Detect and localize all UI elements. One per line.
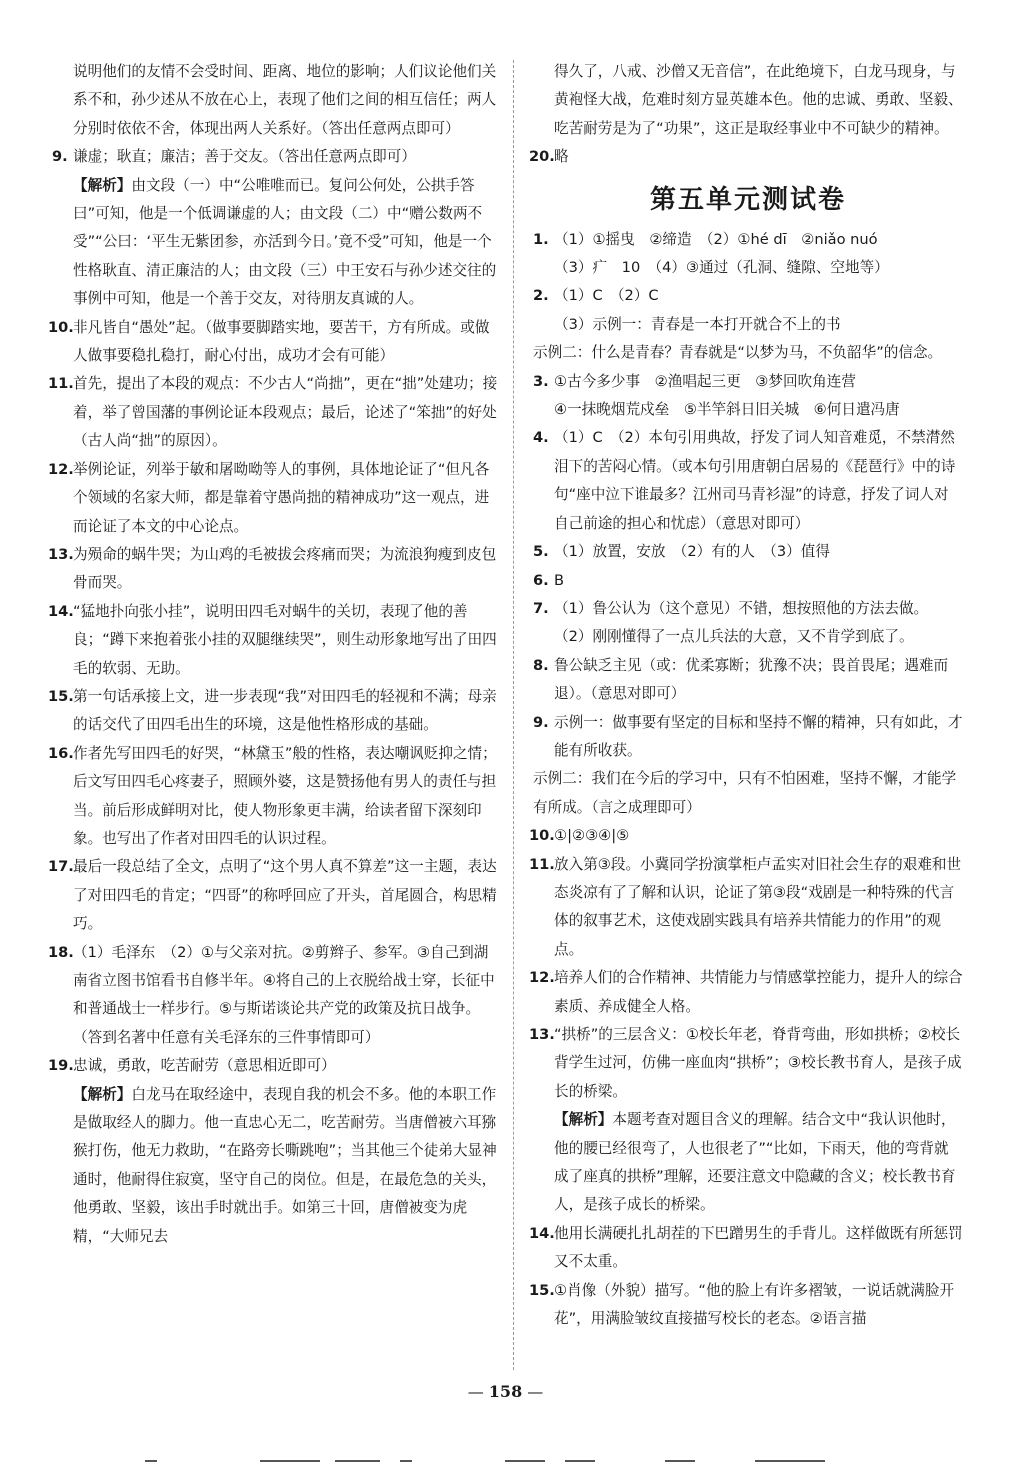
- question-number: 8.: [533, 656, 549, 674]
- answer-text: “拱桥”的三层含义：①校长年老，脊背弯曲，形如拱桥；②校长背学生过河，仿佛一座血肉“拱桥”；③校长教书育人，是孩子成长的桥梁。: [554, 1026, 962, 1100]
- answer-item-r9b: [533, 765, 963, 822]
- question-number: 9.: [52, 148, 68, 166]
- answer-text: ①肖像（外貌）描写。“他的脸上有许多褶皱，一说话就满脸开花”，用满脸皱纹直接描写校长的老态。②语言描: [554, 1281, 955, 1328]
- analysis-tag: 【解析】: [554, 1111, 613, 1129]
- question-number: 14.: [529, 1224, 555, 1242]
- answer-text: （1）C （2）本句引用典故，抒发了词人知音难觅，不禁潸然泪下的苦闷心情。（或本句引用唐朝白居易的《琵琶行》中的诗句“座中泣下谁最多？江州司马青衫湿”的诗意，抒发了词人对自己前途的担心和忧虑）（意思对即可）: [554, 429, 956, 532]
- question-number: 15.: [48, 687, 74, 705]
- answer-text: 由文段（一）中“公唯唯而已。复问公何处，公拱手答曰”可知，他是一个低调谦虚的人；由文段（二）中“赠公数两不受”“公曰：‘平生无紫团参，亦活到今日。’竟不受”可知，他是一个性格耿直、清正廉洁的人；由文段（三）中王安石与孙少述交往的事例中可知，他是一个善于交友，对待朋友真诚的人。: [73, 176, 497, 308]
- question-number: 13.: [48, 545, 74, 563]
- answer-item-q12: [48, 456, 500, 541]
- answer-item-r2c: [533, 339, 963, 367]
- answer-item-q16: [48, 740, 500, 854]
- question-number: 10.: [529, 827, 555, 845]
- answer-text: 说明他们的友情不会受时间、距离、地位的影响；人们议论他们关系不和，孙少述从不放在心上，表现了他们之间的相互信任；两人分别时依依不舍，体现出两人关系好。（答出任意两点即可）: [73, 63, 497, 137]
- question-number: 7.: [533, 599, 549, 617]
- answer-item-r8: [533, 652, 963, 709]
- answer-text: （1）毛泽东 （2）①与父亲对抗。②剪辫子、参军。③自己到湖南省立图书馆看书自修半年。④将自己的上衣脱给战士穿，长征中和普通战士一样步行。⑤与斯诺谈论共产党的政策及抗日战争。（答到名著中任意有关毛泽东的三件事情即可）: [73, 943, 495, 1046]
- answer-item-r14: [529, 1220, 963, 1277]
- answer-item-q9: [52, 143, 500, 171]
- page-number-value: 158: [488, 1382, 523, 1401]
- answer-text: 示例二：什么是青春？青春就是“以梦为马，不负韶华”的信念。: [533, 344, 943, 362]
- question-number: 1.: [533, 230, 549, 248]
- question-number: 16.: [48, 744, 74, 762]
- right-column: [529, 58, 963, 1333]
- question-number: 9.: [533, 713, 549, 731]
- answer-text: 示例二：我们在今后的学习中，只有不怕困难，坚持不懈，才能学有所成。（言之成理即可）: [533, 770, 957, 816]
- question-number: 11.: [48, 375, 74, 393]
- answer-item-r5: [533, 538, 963, 566]
- question-number: 11.: [529, 855, 555, 873]
- answer-item-q15: [48, 683, 500, 740]
- question-number: 17.: [48, 858, 74, 876]
- answer-text: （1）放置，安放 （2）有的人 （3）值得: [554, 543, 830, 561]
- answer-item-q11: [48, 370, 500, 455]
- answer-item-r6: [533, 567, 963, 595]
- answer-item-cont-8: [52, 58, 500, 143]
- question-number: 5.: [533, 543, 549, 561]
- answer-item-q18: [48, 939, 500, 1053]
- answer-text: 作者先写田四毛的好哭，“林黛玉”般的性格，表达嘲讽贬抑之情；后文写田四毛心疼妻子，照顾外婆，这是赞扬他有男人的责任与担当。前后形成鲜明对比，使人物形象更丰满，给读者留下深刻印象。也写出了作者对田四毛的认识过程。: [73, 744, 497, 847]
- answer-text: （1）①摇曳 ②缔造 （2）①hé dī ②niǎo nuó: [554, 230, 878, 248]
- question-number: 14.: [48, 602, 74, 620]
- question-number: 12.: [529, 969, 555, 987]
- answer-text: 非凡皆自“愚处”起。（做事要脚踏实地，要苦干，方有所成。或做人做事要稳扎稳打，耐心付出，成功才会有可能）: [73, 318, 490, 365]
- footer-scan-marks: [145, 1460, 905, 1464]
- question-number: 20.: [529, 148, 555, 166]
- answer-item-q10: [48, 314, 500, 371]
- question-number: 12.: [48, 460, 74, 478]
- answer-text: 他用长满硬扎扎胡茬的下巴蹭男生的手背儿。这样做既有所惩罚又不太重。: [554, 1224, 963, 1271]
- question-number: 18.: [48, 943, 74, 961]
- answer-item-r1b: [533, 254, 963, 282]
- answer-item-r7b: [533, 623, 963, 651]
- answer-item-q14: [48, 598, 500, 683]
- answer-text: 为殒命的蜗牛哭；为山鸡的毛被拔会疼痛而哭；为流浪狗瘦到皮包骨而哭。: [73, 545, 497, 592]
- answer-item-q9-jx: [52, 172, 500, 314]
- answer-text: 放入第③段。小冀同学扮演掌柜卢孟实对旧社会生存的艰难和世态炎凉有了了解和认识，论证了第③段“戏剧是一种特殊的代言体的叙事艺术，这使戏剧实践具有培养共情能力的作用”的观点。: [554, 855, 962, 958]
- answer-text: “猛地扑向张小挂”，说明田四毛对蜗牛的关切，表现了他的善良；“蹲下来抱着张小挂的双腿继续哭”，则生动形象地写出了田四毛的软弱、无助。: [73, 602, 497, 677]
- answer-text: 鲁公缺乏主见（或：优柔寡断；犹豫不决；畏首畏尾；遇难而退）。（意思对即可）: [554, 656, 949, 703]
- answer-text: （2）刚刚懂得了一点儿兵法的大意，又不肯学到底了。: [554, 628, 914, 646]
- question-number: 13.: [529, 1026, 555, 1043]
- answer-item-r15: [529, 1277, 963, 1334]
- answer-text: ①|②③④|⑤: [554, 827, 630, 845]
- answer-item-q19-cont: [533, 58, 963, 143]
- answer-text: 最后一段总结了全文，点明了“这个男人真不算差”这一主题，表达了对田四毛的肯定；“四哥”的称呼回应了开头，首尾圆合，构思精巧。: [73, 858, 497, 933]
- answer-text: 培养人们的合作精神、共情能力与情感掌控能力，提升人的综合素质、养成健全人格。: [554, 969, 963, 1015]
- left-column: [48, 58, 500, 1251]
- answer-item-r13-jx: [533, 1106, 963, 1220]
- answer-text: 本题考查对题目含义的理解。结合文中“我认识他时，他的腰已经很弯了，人也很老了”“比如，下雨天，他的弯背就成了座真的拱桥”理解，还要注意文中隐藏的含义；校长教书育人，是孩子成长的桥梁。: [554, 1111, 956, 1214]
- answer-text: 白龙马在取经途中，表现自我的机会不多。他的本职工作是做取经人的脚力。他一直忠心无二，吃苦耐劳。当唐僧被六耳猕猴打伤，他无力救助，“在路旁长嘶跳咆”；当其他三个徒弟大显神通时，他耐得住寂寞，坚守自己的岗位。但是，在最危急的关头，他勇敢、坚毅，该出手时就出手。如第三十回，唐僧被变为虎精，“大师兄去: [73, 1085, 497, 1245]
- answer-item-q19-jx: [52, 1081, 500, 1251]
- answer-text: ①古今多少事 ②渔唱起三更 ③梦回吹角连营: [554, 372, 856, 390]
- answer-text: 忠诚，勇敢，吃苦耐劳（意思相近即可）: [73, 1057, 336, 1075]
- answer-item-r3: [533, 368, 963, 396]
- answer-text: （3）疒 10 （4）③通过（孔洞、缝隙、空地等）: [554, 259, 889, 277]
- answer-item-r12: [529, 964, 963, 1021]
- answer-item-r9: [533, 709, 963, 766]
- answer-text: 首先，提出了本段的观点：不少古人“尚拙”，更在“拙”处建功；接着，举了曾国藩的事例论证本段观点；最后，论述了“笨拙”的好处（古人尚“拙”的原因）。: [73, 375, 498, 450]
- question-number: 6.: [533, 571, 549, 589]
- answer-item-r11: [529, 851, 963, 965]
- answer-text: 示例一：做事要有坚定的目标和坚持不懈的精神，只有如此，才能有所收获。: [554, 713, 963, 759]
- question-number: 15.: [529, 1281, 555, 1299]
- answer-text: （3）示例一：青春是一本打开就合不上的书: [554, 315, 841, 333]
- right-column-top: [529, 58, 963, 172]
- answer-text: 得久了，八戒、沙僧又无音信”，在此绝境下，白龙马现身，与黄袍怪大战，危难时刻方显英雄本色。他的忠诚、勇敢、坚毅、吃苦耐劳是为了“功果”，这正是取经事业中不可缺少的精神。: [554, 63, 963, 137]
- answer-item-r3b: [533, 396, 963, 424]
- column-divider: [513, 60, 514, 1370]
- answer-text: 举例论证，列举于敏和屠呦呦等人的事例，具体地论证了“但凡各个领域的名家大师，都是靠着守愚尚拙的精神成功”这一观点，进而论证了本文的中心论点。: [73, 460, 490, 535]
- answer-item-r4: [533, 424, 963, 538]
- question-number: 10.: [48, 318, 74, 336]
- answer-text: ④一抹晚烟荒戍垒 ⑤半竿斜日旧关城 ⑥何日遣冯唐: [554, 401, 900, 419]
- answer-item-r2: [533, 282, 963, 310]
- answer-text: 谦虚；耿直；廉洁；善于交友。（答出任意两点即可）: [73, 148, 416, 166]
- answer-item-q13: [48, 541, 500, 598]
- answer-item-r13: [529, 1021, 963, 1106]
- answer-item-r1: [533, 226, 963, 254]
- answer-item-r2b: [533, 311, 963, 339]
- question-number: 2.: [533, 287, 549, 305]
- answer-item-q20: [529, 143, 963, 171]
- answer-text: 第一句话承接上文，进一步表现“我”对田四毛的轻视和不满；母亲的话交代了田四毛出生的环境，这是他性格形成的基础。: [73, 687, 497, 734]
- question-number: 3.: [533, 372, 549, 390]
- question-number: 19.: [48, 1057, 74, 1075]
- answer-text: （1）鲁公认为（这个意见）不错，想按照他的方法去做。: [554, 599, 929, 617]
- page-number: — 158 —: [467, 1382, 544, 1401]
- question-number: 4.: [533, 429, 549, 447]
- analysis-tag: 【解析】: [73, 176, 132, 194]
- section-title: 第五单元测试卷: [649, 184, 846, 215]
- answer-text: B: [554, 571, 565, 589]
- answer-item-q17: [48, 853, 500, 938]
- answer-item-q19: [48, 1052, 500, 1080]
- answer-text: （1）C （2）C: [554, 287, 659, 305]
- answer-item-r7: [533, 595, 963, 623]
- answer-item-r10: [529, 822, 963, 850]
- analysis-tag: 【解析】: [73, 1085, 132, 1103]
- right-column-answers: [529, 226, 963, 1334]
- answer-text: 略: [554, 148, 569, 166]
